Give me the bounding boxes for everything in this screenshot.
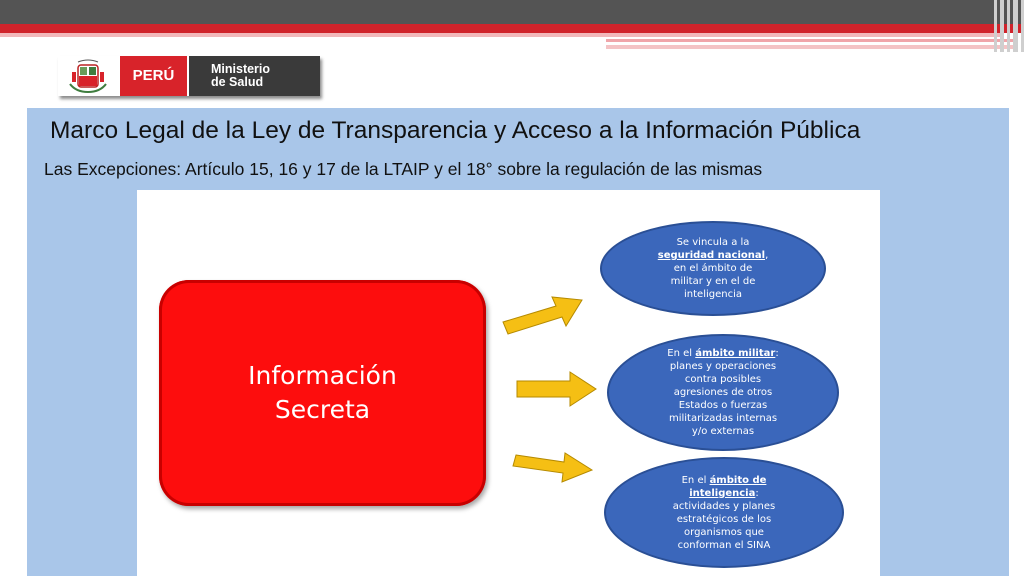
ministerio-label	[189, 56, 320, 96]
main-box-line2: Secreta	[274, 395, 371, 424]
main-box-line1: Información	[248, 361, 397, 390]
ellipse-text-line: conforman el SINA	[677, 539, 771, 551]
minsa-logo	[58, 56, 320, 96]
decorative-stripes	[994, 0, 1024, 52]
ellipse-text-line: inteligencia	[684, 289, 742, 300]
peru-coat-of-arms-icon	[58, 56, 118, 96]
decorative-line	[606, 45, 1016, 49]
ellipse-punctuation: :	[755, 487, 759, 499]
ellipse-text-line	[689, 487, 759, 500]
ellipse-punctuation: :	[775, 348, 779, 359]
ellipse-text-line: agresiones de otros	[673, 387, 773, 398]
ellipse-text-prefix: En el	[681, 474, 710, 486]
ellipse-bold-text: ámbito de	[709, 474, 767, 486]
slide-subtitle: Las Excepciones: Artículo 15, 16 y 17 de la LTAIP y el 18° sobre la regulación de las mismas	[44, 159, 763, 179]
ellipse-text-line	[658, 249, 769, 262]
top-red-bar	[0, 24, 1024, 33]
exception-ambito-militar	[607, 334, 839, 451]
ellipse-text-line: Estados o fuerzas	[678, 400, 768, 411]
decorative-line	[0, 33, 1000, 37]
top-dark-bar	[0, 0, 1024, 24]
ellipse-bold-text: seguridad nacional	[657, 250, 766, 261]
ministerio-line2: de Salud	[211, 75, 264, 89]
exception-seguridad-nacional	[600, 221, 826, 316]
ellipse-text-line: militarizadas internas	[668, 413, 778, 424]
ellipse-text-line: organismos que	[684, 526, 764, 538]
ellipse-text-line: y/o externas	[691, 426, 755, 437]
ellipse-text-line: en el ámbito de	[673, 263, 753, 274]
informacion-secreta-box	[159, 280, 486, 506]
ellipse-bold-text: ámbito militar	[695, 348, 776, 359]
ellipse-bold-text: inteligencia	[689, 487, 756, 499]
ellipse-text-line: contra posibles	[684, 374, 762, 385]
ellipse-text-line: militar y en el de	[670, 276, 756, 287]
ellipse-text-line: planes y operaciones	[669, 361, 777, 372]
decorative-line	[606, 39, 1016, 42]
ministerio-line1: Ministerio	[211, 62, 271, 76]
exception-ambito-inteligencia	[604, 457, 844, 568]
ellipse-text-line	[667, 347, 778, 360]
peru-label: PERÚ	[120, 56, 187, 96]
slide-title: Marco Legal de la Ley de Transparencia y Acceso a la Información Pública	[50, 117, 861, 144]
ellipse-text-line	[682, 474, 767, 487]
ellipse-text-line: actividades y planes	[672, 500, 776, 512]
ellipse-text-prefix: En el	[667, 348, 696, 359]
ellipse-punctuation: ,	[765, 250, 769, 261]
ellipse-text-line: estratégicos de los	[676, 513, 772, 525]
ellipse-text-line: Se vincula a la	[676, 237, 750, 248]
